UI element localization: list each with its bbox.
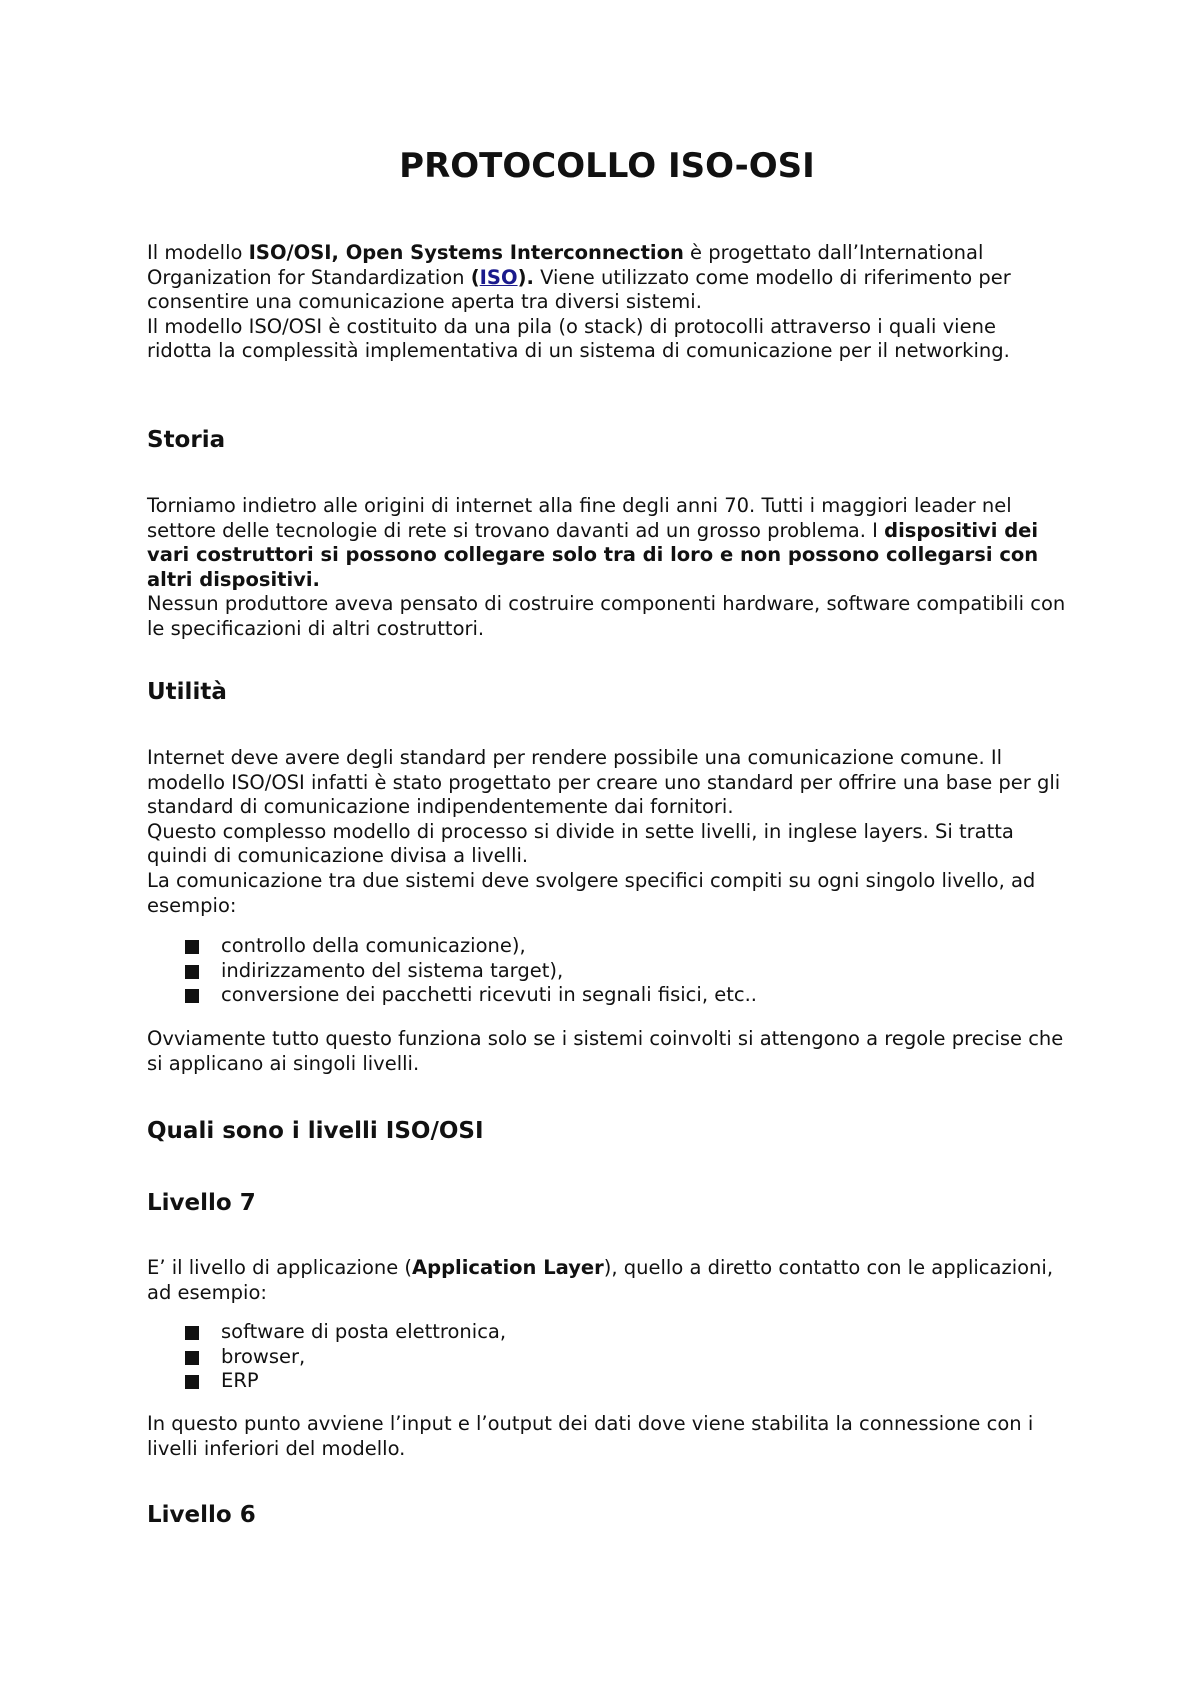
livello7-paragraph-2: In questo punto avviene l’input e l’output dei dati dove viene stabilita la connessione con i livelli inferiori del modello. — [147, 1412, 1034, 1460]
livello7-closing — [147, 1412, 1067, 1461]
intro-paragraph-2: Il modello ISO/OSI è costituito da una pila (o stack) di protocolli attraverso i quali viene ridotta la complessità implementativa di un sistema di comunicazione per il networking. — [147, 314, 1010, 363]
utilita-bullet-list — [185, 934, 757, 1008]
square-bullet-icon — [185, 965, 199, 979]
list-item-text: software di posta elettronica, — [221, 1320, 507, 1343]
utilita-paragraph-3: La comunicazione tra due sistemi deve svolgere specifici compiti su ogni singolo livello, ad esempio: — [147, 868, 1036, 917]
livello7-text: E’ il livello di applicazione ( — [147, 1256, 413, 1279]
intro-text: è progettato dall’International Organization for Standardization — [147, 241, 984, 289]
list-item — [185, 983, 757, 1008]
storia-paragraph-2: Nessun produttore aveva pensato di costruire componenti hardware, software compatibili con le specificazioni di altri costruttori. — [147, 592, 1066, 640]
square-bullet-icon — [185, 1326, 199, 1340]
utilita-section — [147, 746, 1067, 918]
storia-paragraph-1 — [147, 494, 1067, 592]
list-item — [185, 934, 757, 959]
livello7-bullet-list — [185, 1320, 506, 1394]
paren-close: ). — [517, 265, 534, 289]
utilita-closing — [147, 1027, 1067, 1076]
livello7-bold-term: Application Layer — [412, 1256, 604, 1279]
livello7-text: ), quello a diretto contatto con le applicazioni, ad esempio: — [147, 1256, 1054, 1304]
square-bullet-icon — [185, 989, 199, 1003]
intro-text: Viene utilizzato come modello di riferimento per consentire una comunicazione aperta tra diversi sistemi. — [147, 265, 1011, 314]
intro-section — [147, 241, 1067, 364]
list-item — [185, 1345, 506, 1370]
utilita-paragraph-2: Questo complesso modello di processo si divide in sette livelli, in inglese layers. Si tratta quindi di comunicazione divisa a livelli. — [147, 819, 1014, 868]
list-item-text: indirizzamento del sistema target), — [221, 958, 564, 982]
list-item-text: conversione dei pacchetti ricevuti in segnali fisici, etc.. — [221, 983, 757, 1007]
list-item — [185, 1320, 506, 1345]
livello7-section — [147, 1256, 1067, 1305]
heading-livello-6: Livello 6 — [147, 1502, 256, 1528]
paren-open: ( — [470, 265, 480, 289]
storia-section — [147, 494, 1067, 642]
list-item-text: controllo della comunicazione), — [221, 934, 526, 957]
list-item — [185, 959, 757, 984]
utilita-paragraph-1: Internet deve avere degli standard per rendere possibile una comunicazione comune. Il modello ISO/OSI infatti è stato progettato per creare uno standard per offrire una base per gli standard di comunicazione indipendentemente dai fornitori. — [147, 746, 1061, 819]
storia-bold-text: dispositivi dei vari costruttori si possono collegare solo tra di loro e non possono collegarsi con altri dispositivi. — [147, 518, 1039, 591]
storia-text: Torniamo indietro alle origini di internet alla fine degli anni 70. Tutti i maggiori leader nel settore delle tecnologie di rete si trovano davanti ad un grosso problema. I — [147, 494, 1012, 542]
square-bullet-icon — [185, 1351, 199, 1365]
intro-bold-term: ISO/OSI, Open Systems Interconnection — [248, 241, 684, 264]
heading-storia: Storia — [147, 427, 226, 453]
iso-link[interactable]: ISO — [479, 265, 518, 289]
list-item-text: ERP — [221, 1369, 259, 1393]
livello7-paragraph-1 — [147, 1256, 1067, 1305]
heading-livello-7: Livello 7 — [147, 1190, 256, 1216]
intro-text: Il modello — [147, 241, 249, 264]
square-bullet-icon — [185, 1375, 199, 1389]
heading-utilita: Utilità — [147, 679, 227, 705]
list-item-text: browser, — [221, 1344, 306, 1368]
document-title: PROTOCOLLO ISO-OSI — [399, 146, 815, 186]
list-item — [185, 1369, 506, 1394]
intro-paragraph-1 — [147, 241, 1067, 315]
utilita-paragraph-4: Ovviamente tutto questo funziona solo se i sistemi coinvolti si attengono a regole precise che si applicano ai singoli livelli. — [147, 1027, 1064, 1075]
heading-livelli: Quali sono i livelli ISO/OSI — [147, 1118, 484, 1144]
square-bullet-icon — [185, 940, 199, 954]
